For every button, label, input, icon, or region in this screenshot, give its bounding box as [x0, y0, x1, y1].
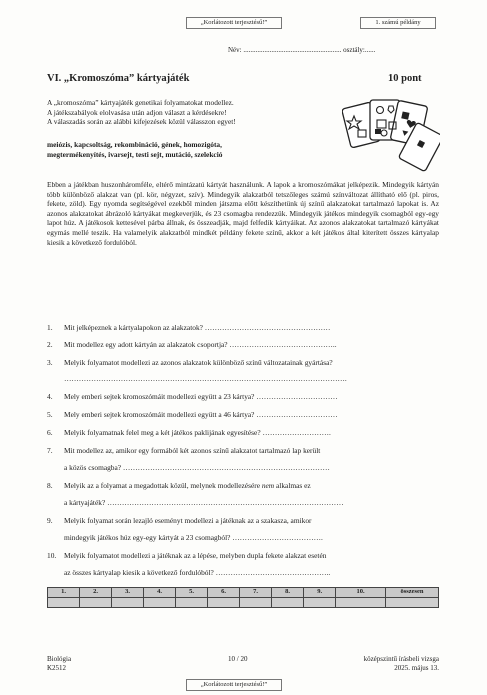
intro-text — [47, 98, 347, 127]
question-number: 1. — [47, 323, 53, 332]
question-7 — [47, 446, 439, 474]
question-number: 10. — [47, 551, 57, 560]
answer-header-10: 10. — [336, 588, 386, 598]
question-text-cont: a közös csomagba? ………………………………………………………………………… — [64, 463, 330, 472]
question-text: Melyik folyamatnak felel meg a két játékos paklijának egyesítése? ………………………. — [64, 428, 331, 437]
answer-table-input-row — [48, 598, 439, 608]
answer-table-header-row — [48, 588, 439, 598]
question-2 — [47, 340, 439, 350]
intro-line: A játékszabályok elolvasása után adjon választ a kérdésekre! — [47, 107, 227, 117]
question-text: Melyik folyamatot modellezi az azonos alakzatok különböző színű változatainak gyártása? — [64, 358, 333, 367]
answer-header-1: 1. — [48, 588, 80, 598]
answer-header-total: összesen — [386, 588, 439, 598]
footer-exam: középszintű írásbeli vizsga — [363, 655, 439, 663]
footer-subject: Biológia — [47, 655, 72, 663]
keyword-line: meiózis, kapcsoltság, rekombináció, gének, homozigóta, — [47, 140, 222, 149]
question-text: Melyik folyamatot modellezi a játéknak az a lépése, melyben dupla fekete alakzat esetén — [64, 551, 327, 560]
question-number: 6. — [47, 428, 53, 437]
question-3 — [47, 358, 439, 382]
question-6 — [47, 428, 439, 438]
answer-header-6: 6. — [208, 588, 240, 598]
answer-cell-7[interactable] — [240, 598, 272, 608]
keyword-list — [47, 140, 357, 159]
question-text: Mit modellez az, amikor egy formából két azonos színű alakzatot tartalmazó lap került — [64, 446, 321, 455]
answer-header-3: 3. — [112, 588, 144, 598]
question-text: Mely emberi sejtek kromoszómáit modellezi együtt a 46 kártya? …………………………… — [64, 410, 338, 419]
question-text: Mit modellez egy adott kártyán az alakzatok csoportja? …………………………………….. — [64, 340, 337, 349]
question-number: 8. — [47, 481, 53, 490]
name-line: Név: ........................................................ osztály:...... — [228, 46, 376, 54]
answer-cell-2[interactable] — [80, 598, 112, 608]
answer-cell-5[interactable] — [176, 598, 208, 608]
answer-header-5: 5. — [176, 588, 208, 598]
question-number: 2. — [47, 340, 53, 349]
question-number: 7. — [47, 446, 53, 455]
footer-restricted-label: „Korlátozott terjesztésű!” — [186, 679, 282, 691]
question-text-cont: az összes kártyalap kiesik a következő fordulóból? ……………………………………….. — [64, 568, 331, 577]
footer-right — [339, 655, 439, 673]
footer-left — [47, 655, 71, 673]
answer-header-9: 9. — [304, 588, 336, 598]
question-number: 9. — [47, 516, 53, 525]
question-4 — [47, 392, 439, 402]
answer-header-4: 4. — [144, 588, 176, 598]
restricted-distribution-label: „Korlátozott terjesztésű!” — [186, 17, 282, 29]
section-title: VI. „Kromoszóma” kártyajáték — [47, 73, 190, 84]
question-number: 5. — [47, 410, 53, 419]
question-text: Melyik az a folyamat a megadottak közül, melynek modellezésére nem alkalmas ez — [64, 481, 311, 490]
footer-page-number: 10 / 20 — [228, 655, 248, 663]
answer-cell-3[interactable] — [112, 598, 144, 608]
answer-cell-8[interactable] — [272, 598, 304, 608]
answer-cell-total[interactable] — [386, 598, 439, 608]
section-points: 10 pont — [388, 73, 422, 84]
question-9 — [47, 516, 439, 544]
question-text-cont: a kártyajáték? …………………………………………………………………………………… — [64, 498, 344, 507]
question-text: Melyik folyamat során lezajló eseményt modellezi a játéknak az a szakasza, amikor — [64, 516, 312, 525]
answer-table — [47, 587, 439, 608]
intro-line: A válaszadás során az alábbi kifejezések közül válasszon egyet! — [47, 117, 236, 127]
answer-header-7: 7. — [240, 588, 272, 598]
question-10 — [47, 551, 439, 579]
answer-cell-1[interactable] — [48, 598, 80, 608]
answer-header-2: 2. — [80, 588, 112, 598]
answer-cell-10[interactable] — [336, 598, 386, 608]
question-number: 4. — [47, 392, 53, 401]
game-description: Ebben a játékban huszonháromféle, eltérő mintázatú kártyát használunk. A lapok a kromoszómákat jelképezik. Mindegyik kártyán több különböző alakzat van (pl. kör, négyzet, szív). Mindegyik alakzatból tetszőleges számú színváltozat állítható elő (pl. piros, fekete, zöld). Egy nyomda segítségével ezekből minden játszma előtt készíthetünk új színű alakzatokat tartalmazó lapokat is. Az azonos alakzatokat ábrázoló kártyákat megkeverjük, és 23 csomagba rendezzük. Mindegyik játékos mindegyik csomagból egy-egy lapot húz. A játékosok kettesével párba állnak, és összeadják, majd felfedik kártyáikat. Az azonos alakzatokat tartalmazó kártyákat egymás mellé teszik. Ha valamelyik alakzatból mindkét példány fekete színű, akkor a két játékos által kiterített összes kártyalap kiesik a következő fordulóból. — [47, 180, 439, 247]
question-1 — [47, 323, 439, 333]
question-text: Mely emberi sejtek kromoszómáit modellezi együtt a 23 kártya? …………………………… — [64, 392, 338, 401]
copy-number-label: 1. számú példány — [360, 17, 436, 29]
answer-line[interactable]: ……………………………………………………………………………………………………. — [64, 374, 347, 383]
question-text: Mit jelképeznek a kártyalapokon az alakzatok? …………………………………………… — [64, 323, 331, 332]
question-text-cont: mindegyik játékos húz egy-egy kártyát a 23 csomagból? ………………………………. — [64, 533, 323, 542]
question-number: 3. — [47, 358, 53, 367]
answer-header-8: 8. — [272, 588, 304, 598]
cards-illustration — [342, 97, 440, 177]
answer-cell-4[interactable] — [144, 598, 176, 608]
keyword-line: megtermékenyítés, ivarsejt, testi sejt, mutáció, szelekció — [47, 149, 223, 159]
footer-date: 2025. május 13. — [394, 664, 439, 672]
question-5 — [47, 410, 439, 420]
footer-code: K2512 — [47, 664, 67, 672]
answer-cell-6[interactable] — [208, 598, 240, 608]
intro-line: A „kromoszóma” kártyajáték genetikai folyamatokat modellez. — [47, 98, 234, 107]
question-8 — [47, 481, 439, 509]
answer-cell-9[interactable] — [304, 598, 336, 608]
